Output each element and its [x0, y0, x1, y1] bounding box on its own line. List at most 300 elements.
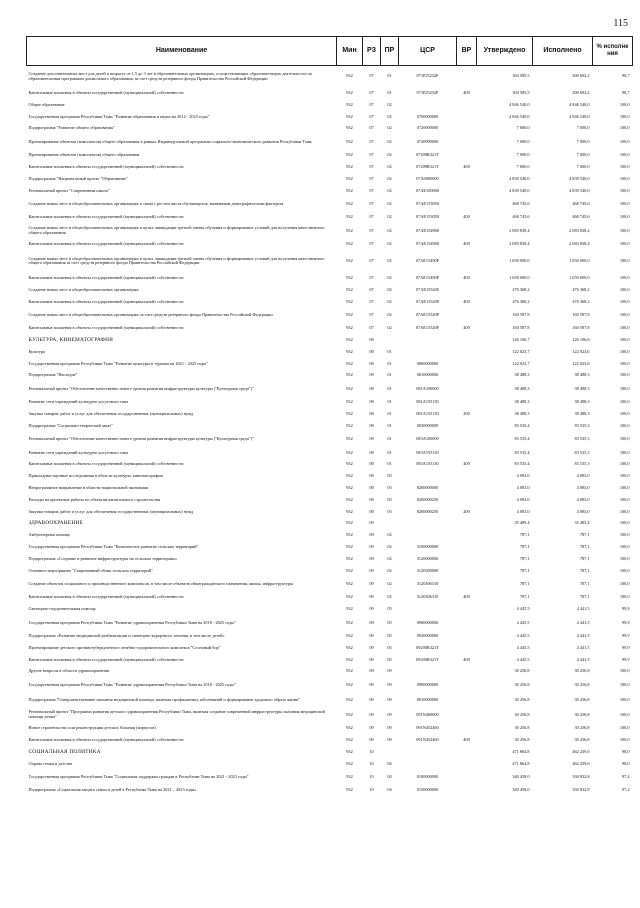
cell-executed: 1 650 000,0 [569, 258, 590, 264]
cell-executed: 787,1 [579, 594, 590, 600]
cell-approved: 471 864,8 [512, 760, 530, 766]
cell-min: 932 [346, 774, 353, 780]
table-row [27, 409, 633, 421]
cell-name: КУЛЬТУРА, КИНЕМАТОГРАФИЯ [28, 337, 114, 344]
cell-approved: 7 000,0 [516, 152, 530, 158]
cell-rz: 10 [369, 760, 374, 766]
cell-pr: 01 [387, 372, 392, 378]
cell-name: Государственная программа Республики Тыва "Социальная поддержка граждан в Республике Тыва на 2021 - 2023 годы" [28, 774, 249, 780]
cell-approved: 38 488,3 [514, 385, 530, 391]
cell-min: 932 [346, 214, 353, 220]
cell-min: 932 [346, 152, 353, 158]
cell-csr: 0800000000 [416, 360, 439, 366]
cell-rz: 08 [369, 496, 374, 502]
cell-rz: 07 [369, 187, 374, 193]
cell-min: 932 [346, 325, 353, 331]
budget-table [26, 36, 633, 797]
cell-approved: 4 839 540,0 [509, 187, 530, 193]
cell-vr [457, 382, 477, 397]
cell-executed: 4 441,5 [576, 633, 590, 639]
cell-name: Капитальные вложения в объекты государственной (муниципальной) собственности [28, 737, 184, 743]
cell-pr: 03 [387, 473, 392, 479]
cell-vr [457, 530, 477, 542]
header-vr: ВР [457, 37, 477, 66]
cell-name: Закупка товаров, работ и услуг для обеспечения государственных (муниципальных) нужд [28, 508, 194, 514]
header-csr: ЦСР [399, 37, 457, 66]
cell-min: 932 [346, 411, 353, 417]
cell-percent: 97,2 [621, 774, 630, 780]
cell-percent: 100,0 [619, 298, 630, 304]
cell-name: Развитие сети учреждений культурно-досугового типа [28, 449, 129, 455]
table-row [27, 604, 633, 616]
cell-executed: 30 256,8 [574, 737, 590, 743]
cell-percent: 100,0 [619, 711, 630, 717]
cell-executed: 7 000,0 [576, 163, 590, 169]
cell-percent: 100,0 [619, 175, 630, 181]
table-row [27, 542, 633, 554]
cell-executed: 4 441,5 [576, 606, 590, 612]
cell-executed: 300 692,2 [572, 73, 590, 79]
cell-executed: 83 535,3 [574, 436, 590, 442]
cell-pr: 02 [387, 125, 392, 131]
cell-vr: 400 [463, 656, 470, 662]
table-row [27, 308, 633, 323]
cell-rz: 07 [369, 175, 374, 181]
cell-csr: 0100000000 [416, 774, 439, 780]
cell-min: 932 [346, 113, 353, 119]
cell-name: Региональный проект "Программа развития детского здравоохранения Республики Тыва, включая создание современной инфраструктуры оказания медицинской помощи детям" [28, 709, 325, 720]
cell-min: 932 [346, 696, 353, 702]
cell-name: Основное мероприятие "Современный облик сельских территорий" [28, 567, 153, 573]
cell-name: Закупка товаров, работ и услуг для обеспечения государственных (муниципальных) нужд [28, 411, 194, 417]
cell-csr: 081А155130 [416, 411, 439, 417]
table-row [27, 370, 633, 382]
cell-pr: 02 [387, 311, 392, 317]
table-row [27, 723, 633, 735]
table-row [27, 577, 633, 592]
cell-name: Подпрограмма "Совершенствование оказания медицинской помощи, включая профилактику заболеваний и формирование здорового образа жизни" [28, 696, 301, 702]
cell-name: Государственная программа Республики Тыва "Комплексное развитие сельских территорий" [28, 544, 199, 550]
cell-rz: 09 [369, 737, 374, 743]
cell-pr: 02 [387, 113, 392, 119]
cell-csr: 0910000000 [416, 696, 439, 702]
table-row [27, 758, 633, 770]
cell-pr: 04 [387, 787, 392, 793]
cell-vr [457, 483, 477, 495]
table-row [27, 678, 633, 693]
cell-approved: 4 839 540,0 [509, 175, 530, 181]
cell-csr: 091N452460 [416, 737, 439, 743]
cell-csr: 07АЕ15490F [415, 274, 440, 280]
cell-name: Новое строительство или реконструкция детских больниц (корпусов) [28, 725, 156, 731]
cell-pr: 02 [387, 581, 392, 587]
cell-min: 932 [346, 360, 353, 366]
cell-name: Создание новых мест в общеобразовательных организациях за счет средств резервного фонда Правительства Российской Федерации [28, 311, 273, 317]
cell-pr: 09 [387, 737, 392, 743]
cell-percent: 100,0 [619, 325, 630, 331]
cell-csr: 081А100000 [416, 385, 439, 391]
cell-min: 932 [346, 89, 353, 95]
cell-name: Создание новых мест в общеобразовательных организациях [28, 286, 139, 292]
cell-rz: 09 [369, 581, 374, 587]
cell-approved: 4 445,5 [516, 619, 530, 625]
cell-vr [457, 553, 477, 565]
cell-rz: 09 [369, 656, 374, 662]
cell-vr [457, 642, 477, 654]
cell-approved: 468 745,6 [512, 214, 530, 220]
cell-percent: 99,9 [621, 619, 630, 625]
cell-vr [457, 284, 477, 296]
cell-approved: 38 488,3 [514, 372, 530, 378]
cell-executed: 787,1 [579, 581, 590, 587]
cell-approved: 471 864,8 [512, 748, 530, 754]
cell-approved: 4 846 540,0 [509, 101, 530, 107]
cell-vr [457, 66, 477, 88]
cell-csr: 0900000000 [416, 681, 439, 687]
cell-percent: 100,0 [619, 372, 630, 378]
cell-rz: 08 [369, 508, 374, 514]
cell-approved: 38 488,3 [514, 411, 530, 417]
cell-percent: 100,0 [619, 348, 630, 354]
cell-vr [457, 494, 477, 506]
cell-rz: 10 [369, 787, 374, 793]
cell-vr [457, 358, 477, 370]
cell-executed: 468 745,6 [572, 200, 590, 206]
table-row [27, 483, 633, 495]
cell-vr [457, 565, 477, 577]
cell-percent: 100,0 [619, 101, 630, 107]
cell-vr [457, 616, 477, 631]
cell-percent: 100,0 [619, 113, 630, 119]
cell-executed: 4 083,0 [576, 473, 590, 479]
cell-percent: 100,0 [619, 399, 630, 405]
cell-percent: 100,0 [619, 473, 630, 479]
cell-vr [457, 397, 477, 409]
cell-vr: 400 [463, 241, 470, 247]
cell-executed: 83 535,3 [574, 461, 590, 467]
cell-percent: 99,9 [621, 656, 630, 662]
cell-approved: 4 083,0 [516, 496, 530, 502]
cell-min: 932 [346, 138, 353, 144]
cell-percent: 100,0 [619, 274, 630, 280]
cell-min: 932 [346, 286, 353, 292]
cell-vr [457, 224, 477, 239]
cell-approved: 340 458,0 [512, 787, 530, 793]
cell-executed: 30 256,8 [574, 696, 590, 702]
cell-pr: 01 [387, 385, 392, 391]
cell-min: 932 [346, 555, 353, 561]
cell-approved: 476 368,2 [512, 298, 530, 304]
cell-rz: 07 [369, 152, 374, 158]
cell-min: 932 [346, 567, 353, 573]
cell-rz: 08 [369, 337, 374, 343]
cell-rz: 07 [369, 258, 374, 264]
cell-percent: 100,0 [619, 187, 630, 193]
cell-csr: 0720900000 [416, 138, 439, 144]
table-row [27, 66, 633, 88]
cell-vr: 400 [463, 325, 470, 331]
cell-min: 932 [346, 348, 353, 354]
cell-min: 932 [346, 633, 353, 639]
table-row [27, 447, 633, 459]
cell-csr: 3120306310 [416, 581, 439, 587]
cell-executed: 83 535,3 [574, 449, 590, 455]
cell-min: 932 [346, 399, 353, 405]
cell-vr [457, 723, 477, 735]
cell-min: 932 [346, 544, 353, 550]
cell-executed: 468 745,6 [572, 214, 590, 220]
cell-percent: 100,0 [619, 152, 630, 158]
cell-min: 932 [346, 227, 353, 233]
cell-min: 932 [346, 520, 353, 526]
cell-pr [381, 335, 399, 347]
cell-percent: 100,0 [619, 496, 630, 502]
cell-vr: 400 [463, 89, 470, 95]
cell-pr: 01 [387, 436, 392, 442]
cell-approved: 122 023,7 [512, 360, 530, 366]
cell-pr: 05 [387, 633, 392, 639]
cell-vr: 400 [463, 461, 470, 467]
cell-min: 932 [346, 187, 353, 193]
cell-rz: 09 [369, 644, 374, 650]
cell-rz: 07 [369, 89, 374, 95]
cell-csr: 0150000000 [416, 787, 439, 793]
cell-csr: 0700000000 [416, 113, 439, 119]
cell-rz: 10 [369, 774, 374, 780]
cell-name: Подпрограмма "Развитие общего образования" [28, 125, 115, 131]
cell-rz: 09 [369, 619, 374, 625]
header-percent: % исполне ния [593, 37, 633, 66]
cell-csr: 07АЕ15490F [415, 258, 440, 264]
cell-vr [457, 150, 477, 162]
cell-percent: 98,7 [621, 89, 630, 95]
table-row [27, 530, 633, 542]
cell-min: 932 [346, 532, 353, 538]
cell-name: Капитальные вложения в объекты государственной (муниципальной) собственности [28, 298, 184, 304]
cell-executed: 476 368,2 [572, 286, 590, 292]
cell-pr: 09 [387, 711, 392, 717]
cell-approved: 787,1 [519, 567, 530, 573]
cell-approved: 30 256,8 [514, 725, 530, 731]
cell-pr: 01 [387, 399, 392, 405]
cell-pr [381, 746, 399, 758]
cell-rz: 09 [369, 520, 374, 526]
cell-name: Другие вопросы в области здравоохранения [28, 668, 110, 674]
cell-vr [457, 335, 477, 347]
cell-name: Культура [28, 348, 45, 354]
cell-csr: 083А155130 [416, 461, 439, 467]
cell-vr [457, 577, 477, 592]
cell-approved: 83 535,4 [514, 461, 530, 467]
table-row [27, 471, 633, 483]
cell-min: 932 [346, 581, 353, 587]
cell-vr: 400 [463, 163, 470, 169]
cell-name: Капитальные вложения в объекты государственной (муниципальной) собственности [28, 594, 184, 600]
cell-percent: 100,0 [619, 461, 630, 467]
table-row [27, 99, 633, 111]
cell-percent: 100,0 [619, 436, 630, 442]
cell-executed: 7 000,0 [576, 138, 590, 144]
cell-name: Проектирование детского противотуберкулезного лечебно-оздоровительного комплекса "Сосновый бор" [28, 644, 221, 650]
cell-rz: 09 [369, 555, 374, 561]
cell-min: 932 [346, 298, 353, 304]
cell-executed: 4 441,5 [576, 656, 590, 662]
cell-pr: 05 [387, 644, 392, 650]
table-row [27, 250, 633, 272]
cell-name: Государственная программа Республики Тыва "Развитие здравоохранения Республики Тыва на 2018 - 2025 годы" [28, 681, 236, 687]
cell-vr: 200 [463, 508, 470, 514]
cell-percent: 100,0 [619, 214, 630, 220]
cell-pr: 02 [387, 532, 392, 538]
table-row [27, 494, 633, 506]
cell-min: 932 [346, 711, 353, 717]
cell-pr: 02 [387, 274, 392, 280]
cell-min: 932 [346, 725, 353, 731]
cell-executed: 787,1 [579, 532, 590, 538]
cell-csr [399, 746, 457, 758]
table-row [27, 346, 633, 358]
cell-vr [457, 770, 477, 785]
cell-vr [457, 420, 477, 432]
cell-rz: 09 [369, 594, 374, 600]
cell-executed: 126 106,6 [572, 337, 590, 343]
cell-vr [457, 708, 477, 723]
cell-pr: 09 [387, 725, 392, 731]
cell-vr [457, 678, 477, 693]
cell-rz: 09 [369, 532, 374, 538]
table-row [27, 358, 633, 370]
cell-rz: 07 [369, 311, 374, 317]
cell-percent: 100,0 [619, 544, 630, 550]
table-row [27, 631, 633, 643]
cell-approved: 30 256,8 [514, 737, 530, 743]
cell-pr: 02 [387, 241, 392, 247]
cell-name: Региональный проект "Современная школа" [28, 187, 110, 193]
table-row [27, 173, 633, 185]
cell-percent: 100,0 [619, 725, 630, 731]
cell-rz: 08 [369, 436, 374, 442]
cell-approved: 30 256,8 [514, 696, 530, 702]
cell-rz: 07 [369, 214, 374, 220]
cell-name: Капитальные вложения в объекты государственной (муниципальной) собственности [28, 241, 184, 247]
cell-percent: 99,9 [621, 633, 630, 639]
cell-approved: 1 650 000,0 [509, 258, 530, 264]
cell-min: 932 [346, 422, 353, 428]
cell-name: Региональный проект "Обеспечение качественно нового уровня развития инфраструктуры культуры ("Культурная среда")" [28, 436, 254, 442]
cell-executed: 4 839 540,0 [569, 175, 590, 181]
cell-name: Прикладные научные исследования в области культуры, кинематографии [28, 473, 163, 479]
cell-name: Подпрограмма "Социально-творческий заказ" [28, 422, 113, 428]
cell-min: 932 [346, 496, 353, 502]
table-row [27, 592, 633, 604]
cell-min: 932 [346, 200, 353, 206]
cell-approved: 30 256,8 [514, 668, 530, 674]
cell-min: 932 [346, 449, 353, 455]
cell-csr: 083А155130 [416, 449, 439, 455]
cell-min: 932 [346, 73, 353, 79]
cell-rz: 07 [369, 125, 374, 131]
cell-pr: 02 [387, 200, 392, 206]
cell-csr: 0810000000 [416, 372, 439, 378]
table-row [27, 284, 633, 296]
cell-vr [457, 746, 477, 758]
cell-executed: 462 239,6 [572, 760, 590, 766]
cell-pr: 05 [387, 619, 392, 625]
cell-pr: 01 [387, 461, 392, 467]
table-row [27, 432, 633, 447]
cell-csr: 3120306310 [416, 594, 439, 600]
cell-min: 932 [346, 508, 353, 514]
cell-name: Подпрограмма «Создание и развитие инфраструктуры на сельских территориях» [28, 555, 178, 561]
cell-vr [457, 693, 477, 708]
table-row [27, 224, 633, 239]
cell-min: 932 [346, 760, 353, 766]
cell-rz: 09 [369, 567, 374, 573]
cell-vr [457, 111, 477, 123]
cell-rz: 10 [369, 748, 374, 754]
cell-rz: 07 [369, 274, 374, 280]
cell-percent: 100,0 [619, 163, 630, 169]
cell-executed: 38 488,3 [574, 372, 590, 378]
cell-executed: 122 023,6 [572, 348, 590, 354]
cell-pr: 03 [387, 508, 392, 514]
cell-percent: 100,0 [619, 360, 630, 366]
table-header-row [27, 37, 633, 66]
cell-vr [457, 173, 477, 185]
cell-csr: 091N400000 [416, 711, 439, 717]
cell-min: 932 [346, 787, 353, 793]
cell-vr: 400 [463, 214, 470, 220]
cell-csr: 0920000000 [416, 633, 439, 639]
cell-name: Общее образование [28, 101, 65, 107]
table-row [27, 735, 633, 747]
cell-percent: 100,0 [619, 411, 630, 417]
table-row [27, 553, 633, 565]
cell-csr: 3100000000 [416, 544, 439, 550]
cell-csr [399, 99, 457, 111]
cell-percent: 99,9 [621, 606, 630, 612]
cell-rz: 08 [369, 411, 374, 417]
cell-min: 932 [346, 606, 353, 612]
cell-name: Создание новых мест в общеобразовательных организациях в целях ликвидации третьей смены обучения и формирование условий для получения качественного общего образования за счет средств резервного фонда Правительства Российской Федерации [28, 255, 325, 266]
cell-executed: 30 256,8 [574, 681, 590, 687]
cell-vr: 400 [463, 737, 470, 743]
cell-csr: 07АЕ155200 [416, 298, 439, 304]
cell-rz: 09 [369, 633, 374, 639]
cell-pr: 01 [387, 89, 392, 95]
cell-pr: 09 [387, 681, 392, 687]
cell-min: 932 [346, 594, 353, 600]
cell-rz: 09 [369, 681, 374, 687]
cell-min: 932 [346, 485, 353, 491]
cell-vr: 400 [463, 298, 470, 304]
cell-percent: 100,0 [619, 241, 630, 247]
cell-executed: 4 441,5 [576, 644, 590, 650]
cell-pr: 01 [387, 73, 392, 79]
cell-min: 932 [346, 748, 353, 754]
cell-csr: 07А0000000 [416, 175, 439, 181]
table-row [27, 161, 633, 173]
cell-min: 932 [346, 311, 353, 317]
cell-vr [457, 666, 477, 678]
table-row [27, 616, 633, 631]
cell-approved: 83 535,4 [514, 449, 530, 455]
cell-percent: 100,0 [619, 594, 630, 600]
cell-executed: 1 650 000,0 [569, 274, 590, 280]
cell-name: Создание новых мест в общеобразовательных организациях в целях ликвидации третьей смены обучения и формирование условий для получения качественного общего образования [28, 225, 325, 236]
cell-vr [457, 135, 477, 150]
cell-percent: 100,0 [619, 311, 630, 317]
